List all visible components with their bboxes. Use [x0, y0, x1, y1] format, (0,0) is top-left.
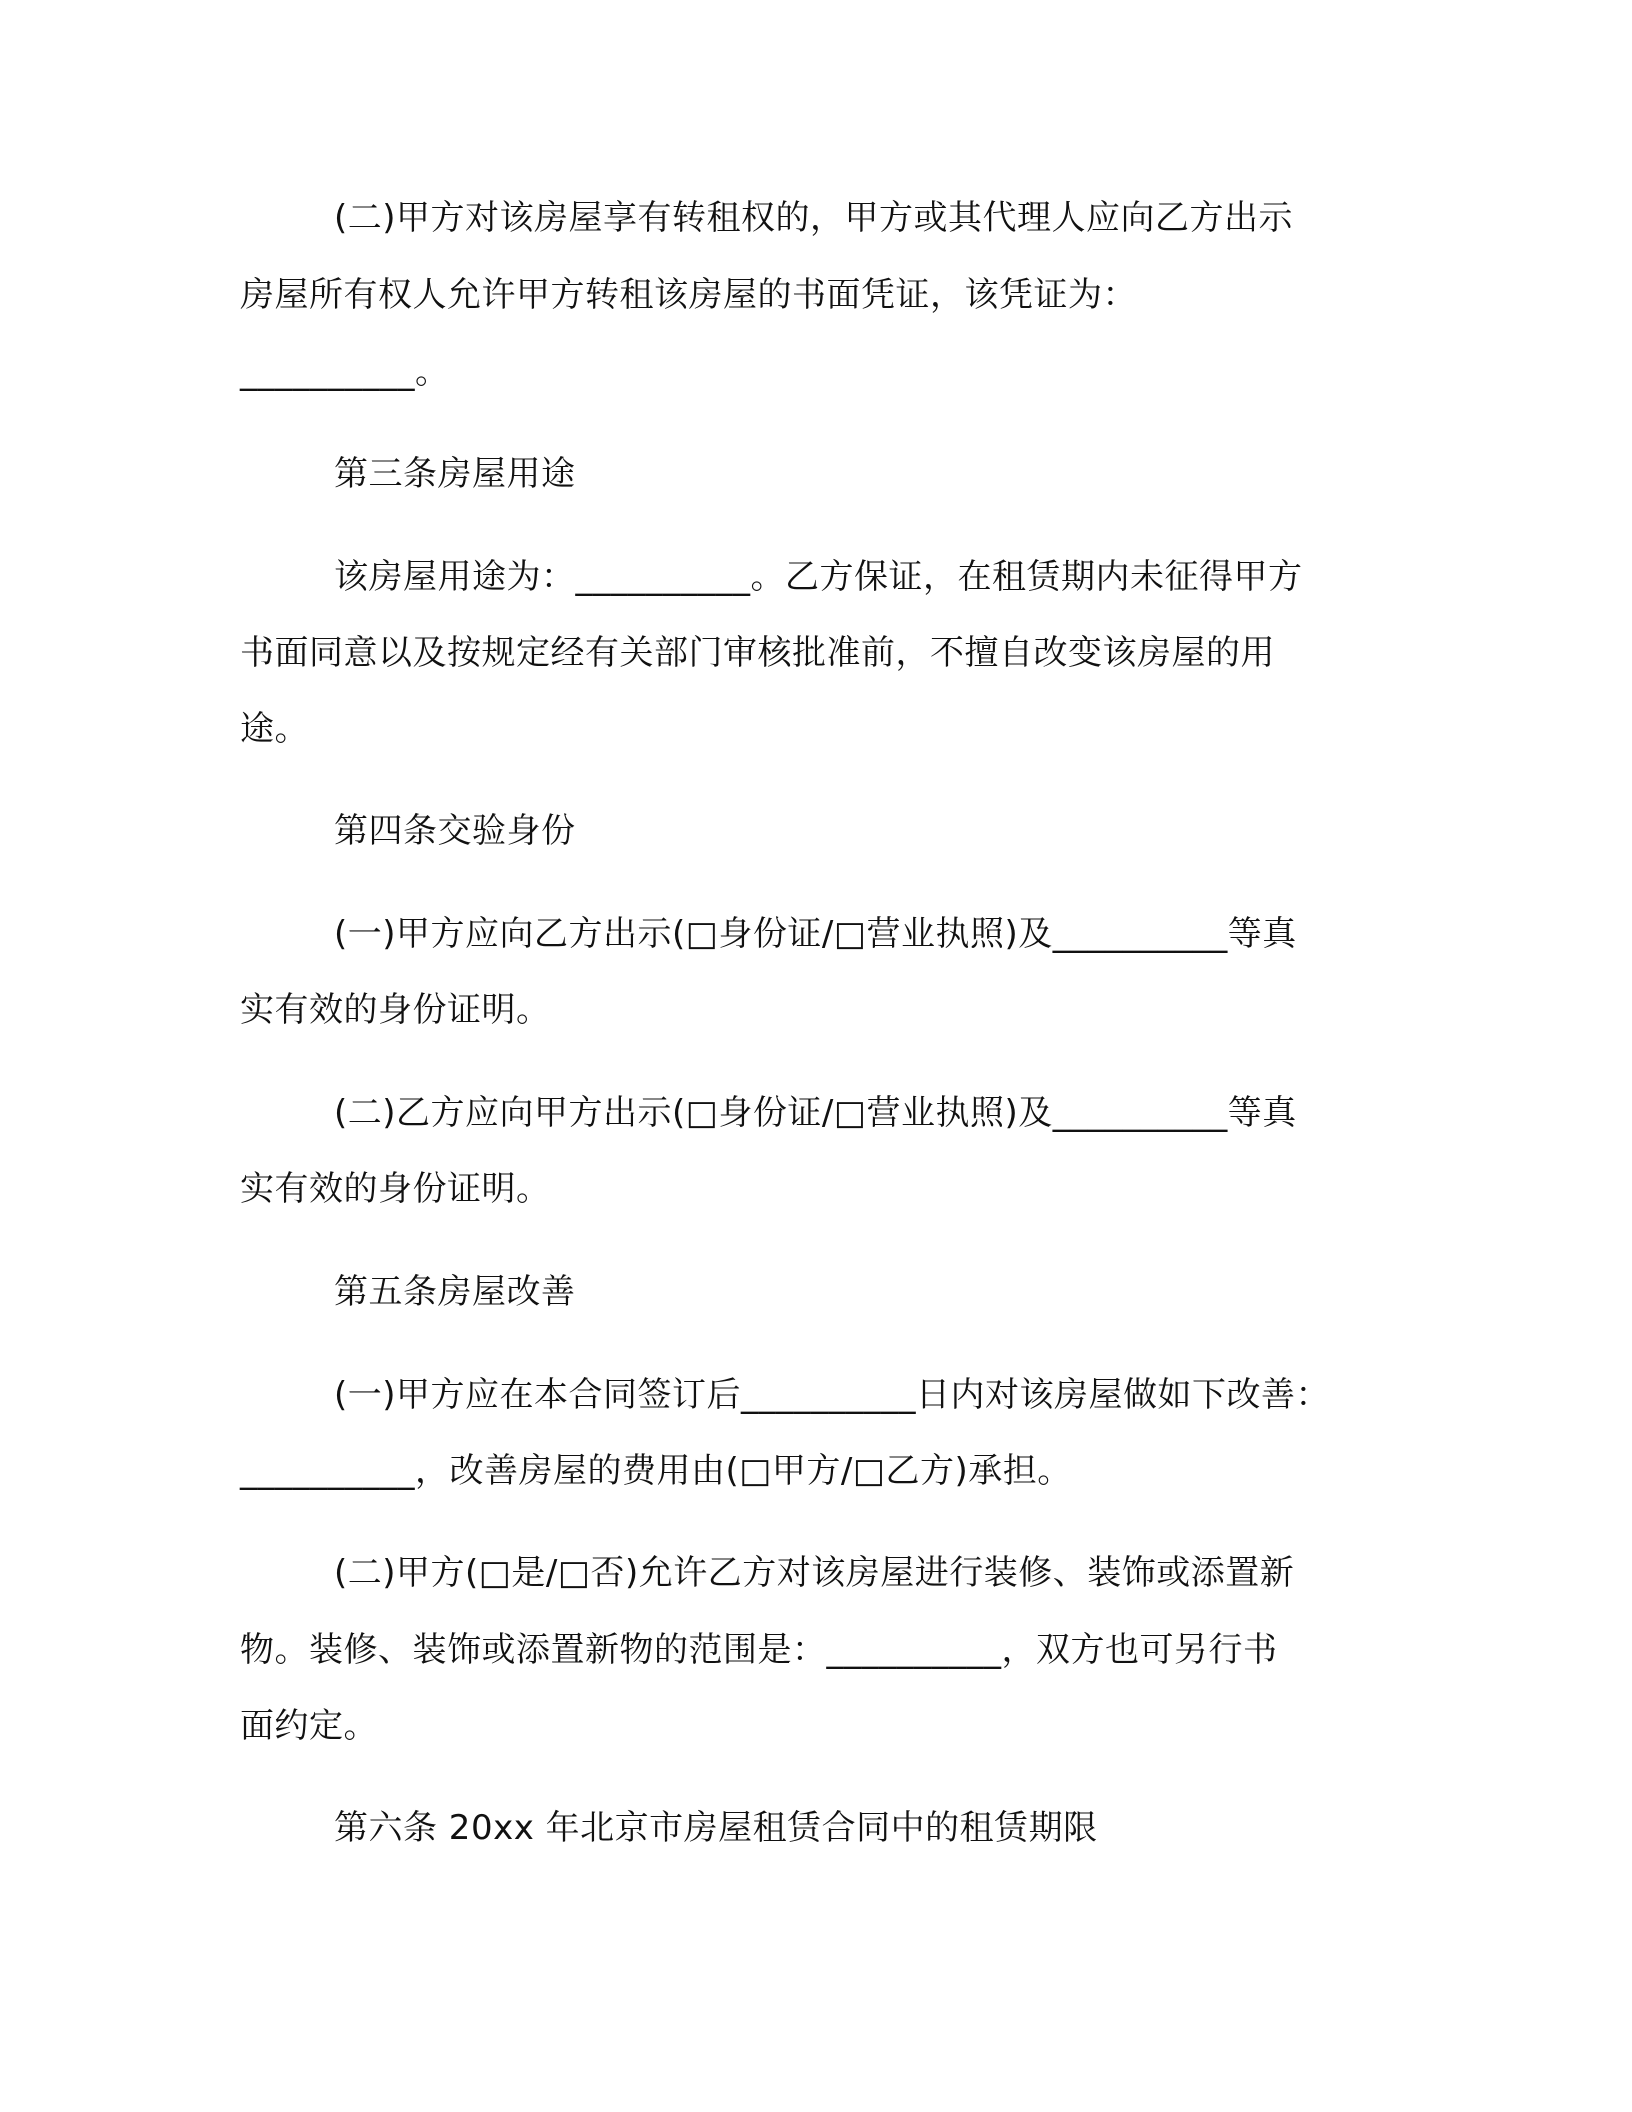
clause-5-2-line-1: (二)甲方(□是/□否)允许乙方对该房屋进行装修、装饰或添置新: [334, 1553, 1295, 1593]
clause-5-2-line-3: 面约定。: [240, 1706, 378, 1746]
clause-2-2-line-3: __________。: [240, 352, 450, 392]
clause-4-2-line-2: 实有效的身份证明。: [240, 1169, 551, 1209]
article-3-line-1: 该房屋用途为：__________。乙方保证，在租赁期内未征得甲方: [334, 557, 1303, 597]
clause-4-2-line-1: (二)乙方应向甲方出示(□身份证/□营业执照)及__________等真: [334, 1093, 1297, 1133]
clause-4-1-line-1: (一)甲方应向乙方出示(□身份证/□营业执照)及__________等真: [334, 914, 1297, 954]
clause-4-1-line-2: 实有效的身份证明。: [240, 990, 551, 1030]
article-3-line-2: 书面同意以及按规定经有关部门审核批准前，不擅自改变该房屋的用: [240, 633, 1275, 673]
clause-5-1-line-1: (一)甲方应在本合同签订后__________日内对该房屋做如下改善：: [334, 1375, 1331, 1415]
article-3-line-3: 途。: [240, 709, 309, 749]
clause-2-2-line-1: (二)甲方对该房屋享有转租权的，甲方或其代理人应向乙方出示: [334, 198, 1294, 238]
article-3-heading: 第三条房屋用途: [334, 454, 576, 494]
article-5-heading: 第五条房屋改善: [334, 1272, 576, 1312]
clause-5-1-line-2: __________，改善房屋的费用由(□甲方/□乙方)承担。: [240, 1451, 1072, 1491]
article-6-heading: 第六条 20xx 年北京市房屋租赁合同中的租赁期限: [334, 1808, 1098, 1848]
clause-2-2-line-2: 房屋所有权人允许甲方转租该房屋的书面凭证，该凭证为：: [240, 275, 1137, 315]
article-4-heading: 第四条交验身份: [334, 811, 576, 851]
clause-5-2-line-2: 物。装修、装饰或添置新物的范围是：__________，双方也可另行书: [240, 1630, 1278, 1670]
